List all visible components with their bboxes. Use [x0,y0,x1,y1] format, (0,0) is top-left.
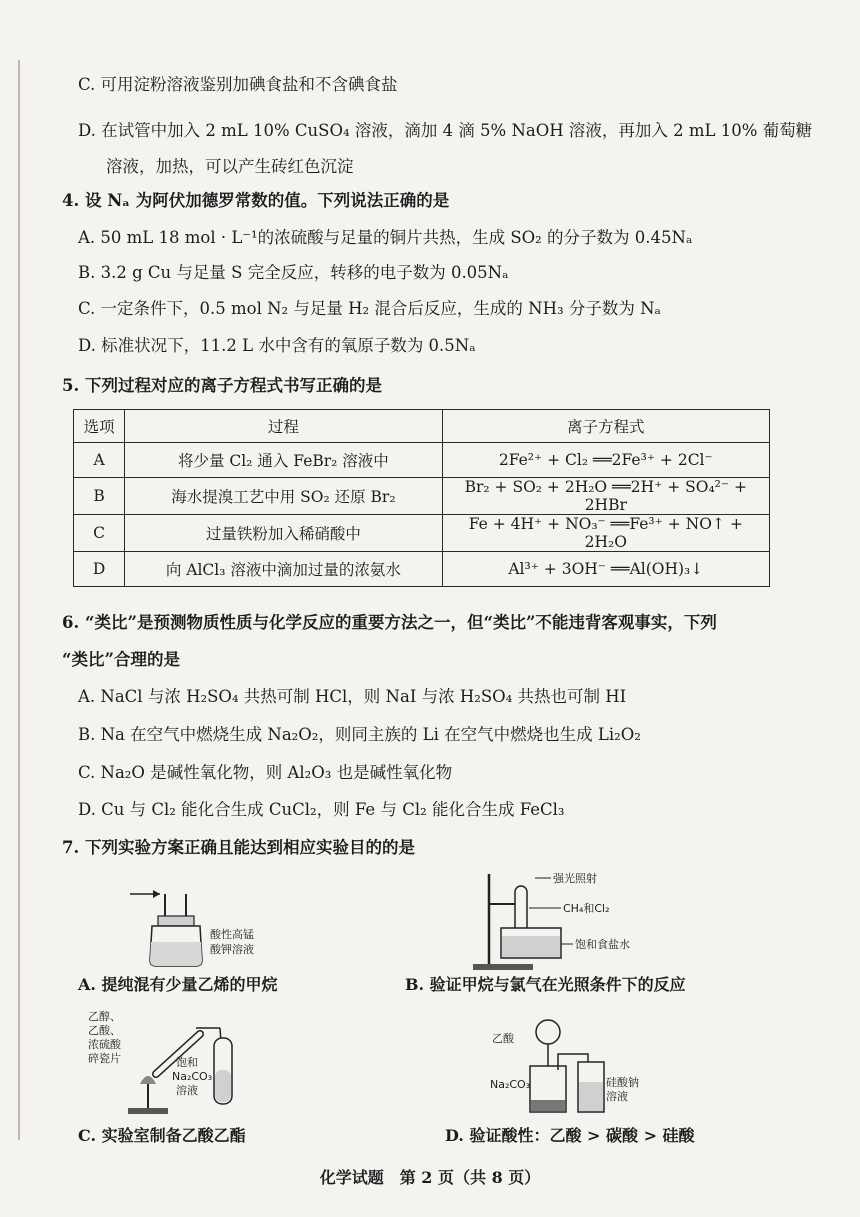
fig-c-label-3: 浓硫酸 [88,1038,121,1051]
table-row [74,552,770,587]
row-b-process: 海水提溴工艺中用 SO₂ 还原 Br₂ [125,478,442,515]
question-6-stem-line2: “类比”合理的是 [62,650,180,669]
figure-b-caption: B. 验证甲烷与氯气在光照条件下的反应 [405,975,686,994]
fig-c-label-7: 溶液 [176,1084,198,1097]
row-d-option: D [74,552,125,587]
table-row [74,443,770,478]
fig-a-label-2: 酸钾溶液 [210,943,254,956]
row-a-option: A [74,443,125,478]
fig-b-label-gas: CH₄和Cl₂ [563,902,610,915]
figure-b-light-reaction [465,868,685,976]
q4-option-c: C. 一定条件下，0.5 mol N₂ 与足量 H₂ 混合后反应，生成的 NH₃ 分子数为 Nₐ [78,299,661,318]
option-3d: D. 在试管中加入 2 mL 10% CuSO₄ 溶液，滴加 4 滴 5% NaOH 溶液，再加入 2 mL 10% 葡萄糖 [78,121,813,140]
fig-c-label-6: Na₂CO₃ [172,1070,213,1083]
fig-c-label-5: 饱和 [176,1056,198,1069]
option-3c: C. 可用淀粉溶液鉴别加碘食盐和不含碘食盐 [78,75,398,94]
option-3d-cont: 溶液，加热，可以产生砖红色沉淀 [106,157,354,176]
question-5-stem: 5. 下列过程对应的离子方程式书写正确的是 [62,376,382,395]
fig-b-label-brine: 饱和食盐水 [575,938,630,951]
q4-option-a: A. 50 mL 18 mol · L⁻¹的浓硫酸与足量的铜片共热，生成 SO₂ 的分子数为 0.45Nₐ [78,228,693,247]
figure-a-caption: A. 提纯混有少量乙烯的甲烷 [78,975,278,994]
fig-c-label-4: 碎瓷片 [88,1052,121,1065]
fig-a-label-1: 酸性高锰 [210,928,254,941]
q6-option-c: C. Na₂O 是碱性氧化物，则 Al₂O₃ 也是碱性氧化物 [78,763,453,782]
table-row [74,515,770,552]
row-d-equation: Al³⁺ + 3OH⁻ ══Al(OH)₃↓ [442,552,769,587]
fig-d-label-acid: 乙酸 [492,1032,514,1045]
header-option: 选项 [74,410,125,443]
q4-option-d: D. 标准状况下，11.2 L 水中含有的氧原子数为 0.5Nₐ [78,336,476,355]
question-6-stem-line1: 6. “类比”是预测物质性质与化学反应的重要方法之一，但“类比”不能违背客观事实，下列 [62,613,717,632]
row-c-process: 过量铁粉加入稀硝酸中 [125,515,442,552]
figure-d-caption: D. 验证酸性：乙酸 > 碳酸 > 硅酸 [445,1126,695,1145]
fig-d-label-silicate-1: 硅酸钠 [606,1076,639,1089]
question-4-stem: 4. 设 Nₐ 为阿伏加德罗常数的值。下列说法正确的是 [62,191,450,210]
binding-margin-line [18,60,20,1140]
fig-b-label-light: 强光照射 [553,872,597,885]
header-equation: 离子方程式 [442,410,769,443]
q6-option-b: B. Na 在空气中燃烧生成 Na₂O₂，则同主族的 Li 在空气中燃烧也生成 Li₂O₂ [78,725,641,744]
row-b-option: B [74,478,125,515]
row-c-equation: Fe + 4H⁺ + NO₃⁻ ══Fe³⁺ + NO↑ + 2H₂O [442,515,769,552]
figure-c-caption: C. 实验室制备乙酸乙酯 [78,1126,246,1145]
row-c-option: C [74,515,125,552]
header-process: 过程 [125,410,442,443]
fig-d-label-silicate-2: 溶液 [606,1090,628,1103]
ion-equation-table [73,409,770,587]
q6-option-d: D. Cu 与 Cl₂ 能化合生成 CuCl₂，则 Fe 与 Cl₂ 能化合生成 FeCl₃ [78,800,565,819]
row-b-equation: Br₂ + SO₂ + 2H₂O ══2H⁺ + SO₄²⁻ + 2HBr [442,478,769,515]
figure-c-ester-apparatus [88,1008,268,1118]
question-7-stem: 7. 下列实验方案正确且能达到相应实验目的的是 [62,838,415,857]
fig-c-label-2: 乙酸、 [88,1024,121,1037]
q6-option-a: A. NaCl 与浓 H₂SO₄ 共热可制 HCl，则 NaI 与浓 H₂SO₄ 共热也可制 HI [78,687,627,706]
fig-c-label-1: 乙醇、 [88,1010,121,1023]
row-a-process: 将少量 Cl₂ 通入 FeBr₂ 溶液中 [125,443,442,478]
table-header-row [74,410,770,443]
q4-option-b: B. 3.2 g Cu 与足量 S 完全反应，转移的电子数为 0.05Nₐ [78,263,509,282]
page-footer: 化学试题 第 2 页（共 8 页） [319,1168,541,1187]
table-row [74,478,770,515]
row-d-process: 向 AlCl₃ 溶液中滴加过量的浓氨水 [125,552,442,587]
figure-a-wash-bottle [120,880,300,970]
row-a-equation: 2Fe²⁺ + Cl₂ ══2Fe³⁺ + 2Cl⁻ [442,443,769,478]
fig-d-label-carbonate: Na₂CO₃ [490,1078,531,1091]
figure-d-acidity-apparatus [488,1012,668,1122]
